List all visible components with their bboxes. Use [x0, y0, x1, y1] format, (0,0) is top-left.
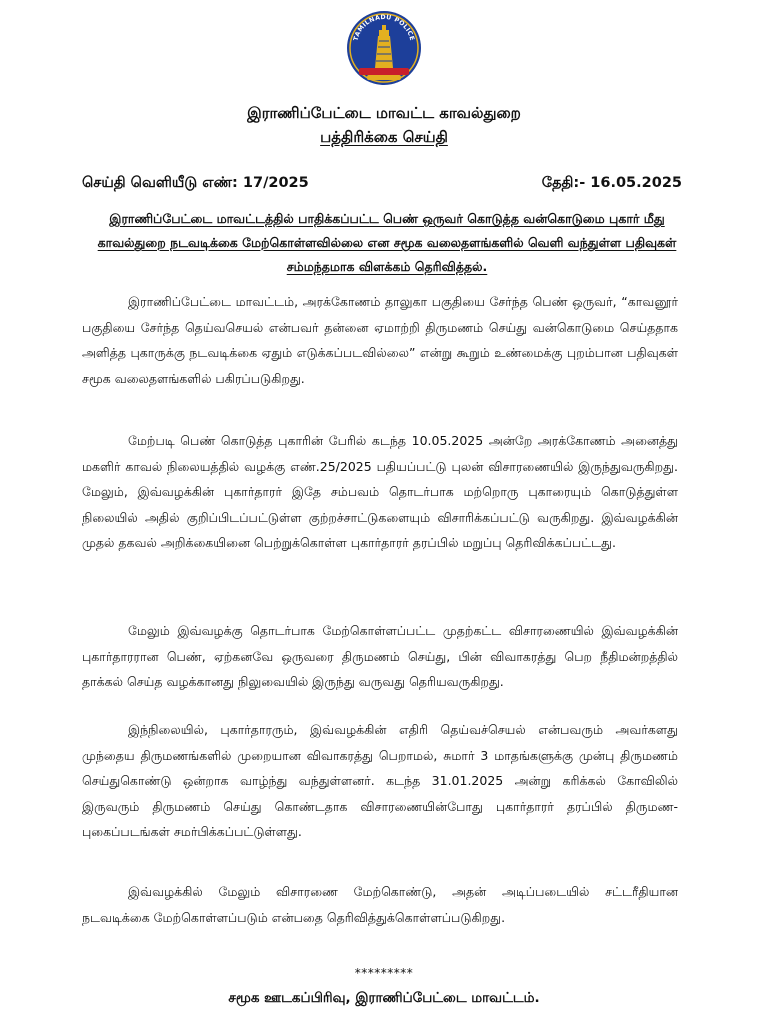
- body-paragraph-2: மேற்படி பெண் கொடுத்த புகாரின் பேரில் கடந்த 10.05.2025 அன்றே அரக்கோணம் அனைத்து மகளிர் காவல் நிலையத்தில் வழக்கு எண்.25/2025 பதியப்பட்டு புலன் விசாரணையில் இருந்துவருகிறது. மேலும், இவ்வழக்கின் புகார்தாரர் இதே சம்பவம் தொடர்பாக மற்றொரு புகாரையும் கொடுத்துள்ள நிலையில் அதில் குறிப்பிடப்பட்டுள்ள குற்றச்சாட்டுகளையும் விசாரிக்கப்பட்டு வருகிறது. இவ்வழக்கின் முதல் தகவல் அறிக்கையினை பெற்றுக்கொள்ள புகார்தாரர் தரப்பில் மறுப்பு தெரிவிக்கப்பட்டது.: [82, 433, 678, 550]
- subject-heading: [92, 207, 682, 279]
- section-separator: *********: [354, 966, 414, 980]
- release-date: தேதி:- 16.05.2025: [541, 175, 682, 191]
- reference-line: [82, 175, 682, 193]
- body-paragraph-5: இவ்வழக்கில் மேலும் விசாரணை மேற்கொண்டு, அதன் அடிப்படையில் சட்டரீதியான நடவடிக்கை மேற்கொள்ளப்படும் என்பதை தெரிவித்துக்கொள்ளப்படுகிறது.: [82, 884, 678, 925]
- department-title: இராணிப்பேட்டை மாவட்ட காவல்துறை: [247, 104, 521, 122]
- footer-signature: சமூக ஊடகப்பிரிவு, இராணிப்பேட்டை மாவட்டம்.: [228, 990, 540, 1006]
- release-number: செய்தி வெளியீடு எண்: 17/2025: [82, 175, 309, 191]
- body-paragraph-3: மேலும் இவ்வழக்கு தொடர்பாக மேற்கொள்ளப்பட்ட முதற்கட்ட விசாரணையில் இவ்வழக்கின் புகார்தாரரான பெண், ஏற்கனவே ஒருவரை திருமணம் செய்து, பின் விவாகரத்து பெற நீதிமன்றத்தில் தாக்கல் செய்த வழக்கானது நிலுவையில் இருந்து வருவது தெரியவருகிறது.: [82, 623, 678, 689]
- body-paragraph-4: இந்நிலையில், புகார்தாரரும், இவ்வழக்கின் எதிரி தெய்வச்செயல் என்பவரும் அவர்களது முந்தைய திருமணங்களில் முறையான விவாகரத்து பெறாமல், சுமார் 3 மாதங்களுக்கு முன்பு திருமணம் செய்துகொண்டு ஒன்றாக வாழ்ந்து வந்துள்ளனர். கடந்த 31.01.2025 அன்று கரிக்கல் கோவிலில் இருவரும் திருமணம் செய்து கொண்டதாக விசாரணையின்போது புகார்தாரர் தரப்பில் திருமண-புகைப்படங்கள் சமர்பிக்கப்பட்டுள்ளது.: [82, 722, 678, 839]
- document-type-text: பத்திரிக்கை செய்தி: [320, 128, 448, 146]
- tamilnadu-police-emblem-icon: [345, 6, 423, 90]
- document-type-title: [0, 128, 768, 148]
- svg-text:TAMILNADU POLICE: TAMILNADU POLICE: [352, 13, 416, 42]
- body-paragraph-1: இராணிப்பேட்டை மாவட்டம், அரக்கோணம் தாலுகா பகுதியை சேர்ந்த பெண் ஒருவர், “காவனூர் பகுதியை சேர்ந்த தெய்வசெயல் என்பவர் தன்னை ஏமாற்றி திருமணம் செய்து வன்கொடுமை செய்ததாக அளித்த புகாருக்கு நடவடிக்கை ஏதும் எடுக்கப்படவில்லை” என்று கூறும் உண்மைக்கு புறம்பான பதிவுகள் சமூக வலைதளங்களில் பகிரப்படுகிறது.: [82, 294, 678, 386]
- subject-text: இராணிப்பேட்டை மாவட்டத்தில் பாதிக்கப்பட்ட பெண் ஒருவர் கொடுத்த வன்கொடுமை புகார் மீது காவல்துறை நடவடிக்கை மேற்கொள்ளவில்லை என சமூக வலைதளங்களில் வெளி வந்துள்ள பதிவுகள் சம்மந்தமாக விளக்கம் தெரிவித்தல்.: [97, 211, 677, 274]
